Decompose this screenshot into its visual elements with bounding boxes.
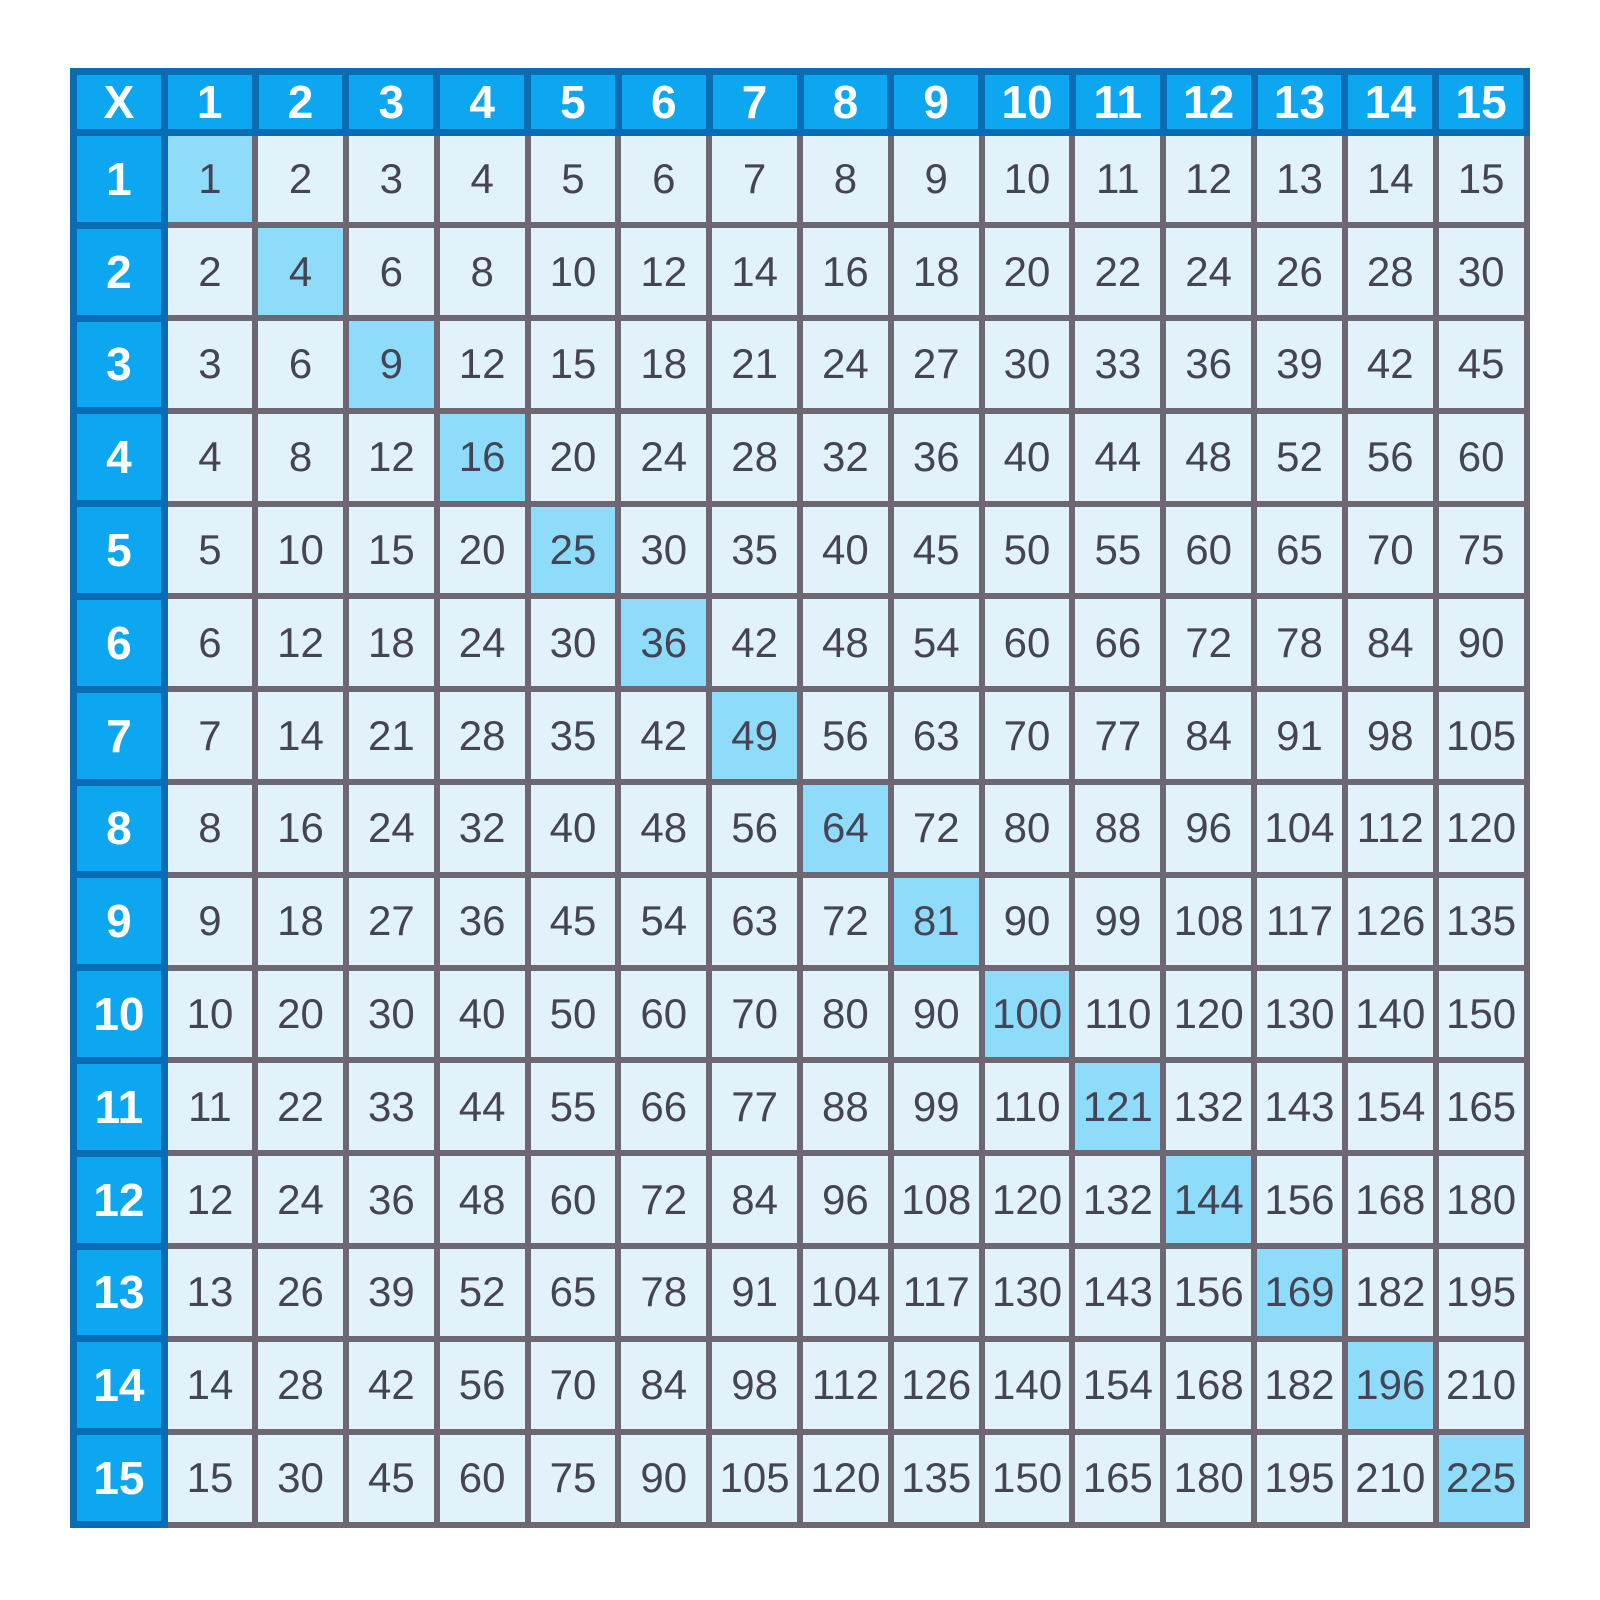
table-row	[74, 782, 1527, 875]
row-header-cell: 14	[74, 1339, 165, 1432]
product-cell: 42	[618, 689, 709, 782]
product-cell: 81	[891, 875, 982, 968]
row-header-cell: 9	[74, 875, 165, 968]
product-cell: 120	[1163, 968, 1254, 1061]
product-cell: 7	[709, 133, 800, 226]
product-cell: 135	[891, 1432, 982, 1525]
product-cell: 1	[164, 133, 255, 226]
table-row	[74, 968, 1527, 1061]
product-cell: 117	[1254, 875, 1345, 968]
product-cell: 140	[1345, 968, 1436, 1061]
row-header-cell: 5	[74, 504, 165, 597]
product-cell: 48	[800, 596, 891, 689]
table-row	[74, 596, 1527, 689]
col-header-cell: 3	[346, 72, 437, 133]
product-cell: 36	[346, 1153, 437, 1246]
product-cell: 6	[618, 133, 709, 226]
product-cell: 60	[982, 596, 1073, 689]
product-cell: 40	[982, 411, 1073, 504]
product-cell: 50	[982, 504, 1073, 597]
table-row	[74, 504, 1527, 597]
product-cell: 30	[528, 596, 619, 689]
product-cell: 30	[255, 1432, 346, 1525]
corner-cell: X	[74, 72, 165, 133]
product-cell: 15	[346, 504, 437, 597]
row-header-cell: 13	[74, 1246, 165, 1339]
product-cell: 77	[709, 1060, 800, 1153]
product-cell: 9	[164, 875, 255, 968]
product-cell: 48	[618, 782, 709, 875]
product-cell: 6	[164, 596, 255, 689]
product-cell: 72	[618, 1153, 709, 1246]
product-cell: 13	[1254, 133, 1345, 226]
product-cell: 18	[346, 596, 437, 689]
product-cell: 42	[1345, 318, 1436, 411]
product-cell: 84	[618, 1339, 709, 1432]
product-cell: 26	[1254, 225, 1345, 318]
product-cell: 20	[255, 968, 346, 1061]
product-cell: 16	[437, 411, 528, 504]
table-row	[74, 133, 1527, 226]
product-cell: 40	[800, 504, 891, 597]
header-row	[74, 72, 1527, 133]
product-cell: 9	[346, 318, 437, 411]
product-cell: 39	[1254, 318, 1345, 411]
product-cell: 98	[1345, 689, 1436, 782]
product-cell: 21	[709, 318, 800, 411]
product-cell: 84	[709, 1153, 800, 1246]
row-header-cell: 11	[74, 1060, 165, 1153]
product-cell: 55	[528, 1060, 619, 1153]
product-cell: 12	[618, 225, 709, 318]
product-cell: 52	[1254, 411, 1345, 504]
product-cell: 10	[528, 225, 619, 318]
product-cell: 28	[255, 1339, 346, 1432]
product-cell: 11	[1072, 133, 1163, 226]
product-cell: 48	[1163, 411, 1254, 504]
product-cell: 91	[709, 1246, 800, 1339]
product-cell: 154	[1072, 1339, 1163, 1432]
row-header-cell: 10	[74, 968, 165, 1061]
product-cell: 39	[346, 1246, 437, 1339]
product-cell: 14	[164, 1339, 255, 1432]
col-header-cell: 4	[437, 72, 528, 133]
col-header-cell: 14	[1345, 72, 1436, 133]
col-header-cell: 10	[982, 72, 1073, 133]
product-cell: 24	[800, 318, 891, 411]
product-cell: 42	[709, 596, 800, 689]
product-cell: 56	[709, 782, 800, 875]
product-cell: 135	[1436, 875, 1527, 968]
product-cell: 52	[437, 1246, 528, 1339]
product-cell: 63	[891, 689, 982, 782]
product-cell: 8	[437, 225, 528, 318]
col-header-cell: 2	[255, 72, 346, 133]
product-cell: 44	[437, 1060, 528, 1153]
product-cell: 72	[891, 782, 982, 875]
product-cell: 56	[800, 689, 891, 782]
product-cell: 90	[982, 875, 1073, 968]
product-cell: 70	[528, 1339, 619, 1432]
product-cell: 33	[346, 1060, 437, 1153]
product-cell: 225	[1436, 1432, 1527, 1525]
product-cell: 14	[255, 689, 346, 782]
product-cell: 99	[1072, 875, 1163, 968]
product-cell: 105	[709, 1432, 800, 1525]
table-row	[74, 411, 1527, 504]
product-cell: 28	[1345, 225, 1436, 318]
product-cell: 75	[528, 1432, 619, 1525]
multiplication-table	[70, 68, 1530, 1528]
col-header-cell: 6	[618, 72, 709, 133]
product-cell: 12	[164, 1153, 255, 1246]
product-cell: 60	[618, 968, 709, 1061]
product-cell: 45	[528, 875, 619, 968]
product-cell: 36	[891, 411, 982, 504]
product-cell: 16	[255, 782, 346, 875]
product-cell: 8	[255, 411, 346, 504]
product-cell: 70	[982, 689, 1073, 782]
product-cell: 169	[1254, 1246, 1345, 1339]
product-cell: 90	[1436, 596, 1527, 689]
product-cell: 132	[1072, 1153, 1163, 1246]
product-cell: 22	[1072, 225, 1163, 318]
product-cell: 48	[437, 1153, 528, 1246]
product-cell: 30	[346, 968, 437, 1061]
product-cell: 4	[255, 225, 346, 318]
product-cell: 88	[800, 1060, 891, 1153]
row-header-cell: 3	[74, 318, 165, 411]
product-cell: 3	[346, 133, 437, 226]
product-cell: 65	[1254, 504, 1345, 597]
product-cell: 98	[709, 1339, 800, 1432]
product-cell: 80	[800, 968, 891, 1061]
product-cell: 11	[164, 1060, 255, 1153]
product-cell: 20	[437, 504, 528, 597]
product-cell: 40	[437, 968, 528, 1061]
product-cell: 77	[1072, 689, 1163, 782]
product-cell: 32	[800, 411, 891, 504]
product-cell: 16	[800, 225, 891, 318]
col-header-cell: 9	[891, 72, 982, 133]
product-cell: 56	[1345, 411, 1436, 504]
product-cell: 12	[255, 596, 346, 689]
product-cell: 140	[982, 1339, 1073, 1432]
product-cell: 27	[346, 875, 437, 968]
product-cell: 15	[1436, 133, 1527, 226]
table-row	[74, 1432, 1527, 1525]
product-cell: 33	[1072, 318, 1163, 411]
product-cell: 6	[346, 225, 437, 318]
col-header-cell: 1	[164, 72, 255, 133]
product-cell: 70	[709, 968, 800, 1061]
product-cell: 78	[618, 1246, 709, 1339]
product-cell: 66	[618, 1060, 709, 1153]
table-body	[74, 133, 1527, 1525]
product-cell: 18	[618, 318, 709, 411]
product-cell: 182	[1345, 1246, 1436, 1339]
product-cell: 104	[1254, 782, 1345, 875]
product-cell: 88	[1072, 782, 1163, 875]
product-cell: 105	[1436, 689, 1527, 782]
product-cell: 130	[982, 1246, 1073, 1339]
product-cell: 150	[1436, 968, 1527, 1061]
product-cell: 24	[437, 596, 528, 689]
row-header-cell: 2	[74, 225, 165, 318]
product-cell: 7	[164, 689, 255, 782]
product-cell: 91	[1254, 689, 1345, 782]
product-cell: 3	[164, 318, 255, 411]
product-cell: 27	[891, 318, 982, 411]
product-cell: 96	[1163, 782, 1254, 875]
product-cell: 12	[346, 411, 437, 504]
col-header-cell: 13	[1254, 72, 1345, 133]
product-cell: 120	[982, 1153, 1073, 1246]
product-cell: 8	[800, 133, 891, 226]
product-cell: 60	[437, 1432, 528, 1525]
product-cell: 45	[891, 504, 982, 597]
table-row	[74, 875, 1527, 968]
product-cell: 196	[1345, 1339, 1436, 1432]
product-cell: 66	[1072, 596, 1163, 689]
product-cell: 60	[1163, 504, 1254, 597]
product-cell: 104	[800, 1246, 891, 1339]
product-cell: 72	[1163, 596, 1254, 689]
col-header-cell: 5	[528, 72, 619, 133]
product-cell: 20	[528, 411, 619, 504]
product-cell: 50	[528, 968, 619, 1061]
product-cell: 30	[982, 318, 1073, 411]
product-cell: 210	[1436, 1339, 1527, 1432]
product-cell: 120	[800, 1432, 891, 1525]
product-cell: 36	[1163, 318, 1254, 411]
product-cell: 45	[346, 1432, 437, 1525]
product-cell: 10	[255, 504, 346, 597]
product-cell: 90	[891, 968, 982, 1061]
product-cell: 156	[1163, 1246, 1254, 1339]
col-header-cell: 7	[709, 72, 800, 133]
product-cell: 28	[709, 411, 800, 504]
product-cell: 15	[164, 1432, 255, 1525]
product-cell: 143	[1072, 1246, 1163, 1339]
product-cell: 44	[1072, 411, 1163, 504]
product-cell: 60	[528, 1153, 619, 1246]
product-cell: 4	[437, 133, 528, 226]
product-cell: 18	[255, 875, 346, 968]
product-cell: 32	[437, 782, 528, 875]
product-cell: 70	[1345, 504, 1436, 597]
product-cell: 110	[1072, 968, 1163, 1061]
product-cell: 84	[1345, 596, 1436, 689]
product-cell: 2	[164, 225, 255, 318]
product-cell: 80	[982, 782, 1073, 875]
product-cell: 25	[528, 504, 619, 597]
product-cell: 2	[255, 133, 346, 226]
product-cell: 78	[1254, 596, 1345, 689]
row-header-cell: 4	[74, 411, 165, 504]
col-header-cell: 11	[1072, 72, 1163, 133]
row-header-cell: 12	[74, 1153, 165, 1246]
product-cell: 126	[891, 1339, 982, 1432]
product-cell: 168	[1163, 1339, 1254, 1432]
product-cell: 49	[709, 689, 800, 782]
table-row	[74, 1339, 1527, 1432]
product-cell: 121	[1072, 1060, 1163, 1153]
product-cell: 36	[618, 596, 709, 689]
product-cell: 64	[800, 782, 891, 875]
product-cell: 143	[1254, 1060, 1345, 1153]
product-cell: 22	[255, 1060, 346, 1153]
row-header-cell: 1	[74, 133, 165, 226]
product-cell: 65	[528, 1246, 619, 1339]
product-cell: 180	[1436, 1153, 1527, 1246]
row-header-cell: 15	[74, 1432, 165, 1525]
product-cell: 13	[164, 1246, 255, 1339]
table-row	[74, 318, 1527, 411]
product-cell: 112	[800, 1339, 891, 1432]
product-cell: 10	[982, 133, 1073, 226]
product-cell: 112	[1345, 782, 1436, 875]
row-header-cell: 7	[74, 689, 165, 782]
product-cell: 90	[618, 1432, 709, 1525]
product-cell: 99	[891, 1060, 982, 1153]
table-row	[74, 1153, 1527, 1246]
product-cell: 117	[891, 1246, 982, 1339]
product-cell: 110	[982, 1060, 1073, 1153]
product-cell: 36	[437, 875, 528, 968]
product-cell: 21	[346, 689, 437, 782]
product-cell: 165	[1436, 1060, 1527, 1153]
product-cell: 180	[1163, 1432, 1254, 1525]
product-cell: 56	[437, 1339, 528, 1432]
product-cell: 8	[164, 782, 255, 875]
product-cell: 84	[1163, 689, 1254, 782]
product-cell: 108	[891, 1153, 982, 1246]
table-row	[74, 1246, 1527, 1339]
product-cell: 18	[891, 225, 982, 318]
product-cell: 75	[1436, 504, 1527, 597]
product-cell: 14	[709, 225, 800, 318]
product-cell: 9	[891, 133, 982, 226]
product-cell: 28	[437, 689, 528, 782]
product-cell: 182	[1254, 1339, 1345, 1432]
product-cell: 14	[1345, 133, 1436, 226]
product-cell: 120	[1436, 782, 1527, 875]
product-cell: 20	[982, 225, 1073, 318]
col-header-cell: 15	[1436, 72, 1527, 133]
product-cell: 10	[164, 968, 255, 1061]
product-cell: 100	[982, 968, 1073, 1061]
product-cell: 168	[1345, 1153, 1436, 1246]
product-cell: 54	[618, 875, 709, 968]
table-row	[74, 225, 1527, 318]
product-cell: 165	[1072, 1432, 1163, 1525]
product-cell: 12	[437, 318, 528, 411]
product-cell: 210	[1345, 1432, 1436, 1525]
product-cell: 26	[255, 1246, 346, 1339]
product-cell: 40	[528, 782, 619, 875]
product-cell: 24	[1163, 225, 1254, 318]
product-cell: 5	[164, 504, 255, 597]
product-cell: 54	[891, 596, 982, 689]
product-cell: 126	[1345, 875, 1436, 968]
product-cell: 6	[255, 318, 346, 411]
col-header-cell: 8	[800, 72, 891, 133]
table-header	[74, 72, 1527, 133]
product-cell: 45	[1436, 318, 1527, 411]
product-cell: 132	[1163, 1060, 1254, 1153]
product-cell: 195	[1254, 1432, 1345, 1525]
product-cell: 195	[1436, 1246, 1527, 1339]
product-cell: 24	[618, 411, 709, 504]
row-header-cell: 6	[74, 596, 165, 689]
product-cell: 55	[1072, 504, 1163, 597]
product-cell: 35	[709, 504, 800, 597]
product-cell: 108	[1163, 875, 1254, 968]
product-cell: 35	[528, 689, 619, 782]
product-cell: 4	[164, 411, 255, 504]
product-cell: 72	[800, 875, 891, 968]
product-cell: 15	[528, 318, 619, 411]
product-cell: 5	[528, 133, 619, 226]
col-header-cell: 12	[1163, 72, 1254, 133]
product-cell: 154	[1345, 1060, 1436, 1153]
product-cell: 144	[1163, 1153, 1254, 1246]
product-cell: 42	[346, 1339, 437, 1432]
product-cell: 12	[1163, 133, 1254, 226]
table-row	[74, 1060, 1527, 1153]
product-cell: 24	[346, 782, 437, 875]
product-cell: 24	[255, 1153, 346, 1246]
product-cell: 130	[1254, 968, 1345, 1061]
product-cell: 156	[1254, 1153, 1345, 1246]
product-cell: 150	[982, 1432, 1073, 1525]
row-header-cell: 8	[74, 782, 165, 875]
product-cell: 30	[1436, 225, 1527, 318]
product-cell: 63	[709, 875, 800, 968]
table-row	[74, 689, 1527, 782]
product-cell: 96	[800, 1153, 891, 1246]
product-cell: 60	[1436, 411, 1527, 504]
product-cell: 30	[618, 504, 709, 597]
